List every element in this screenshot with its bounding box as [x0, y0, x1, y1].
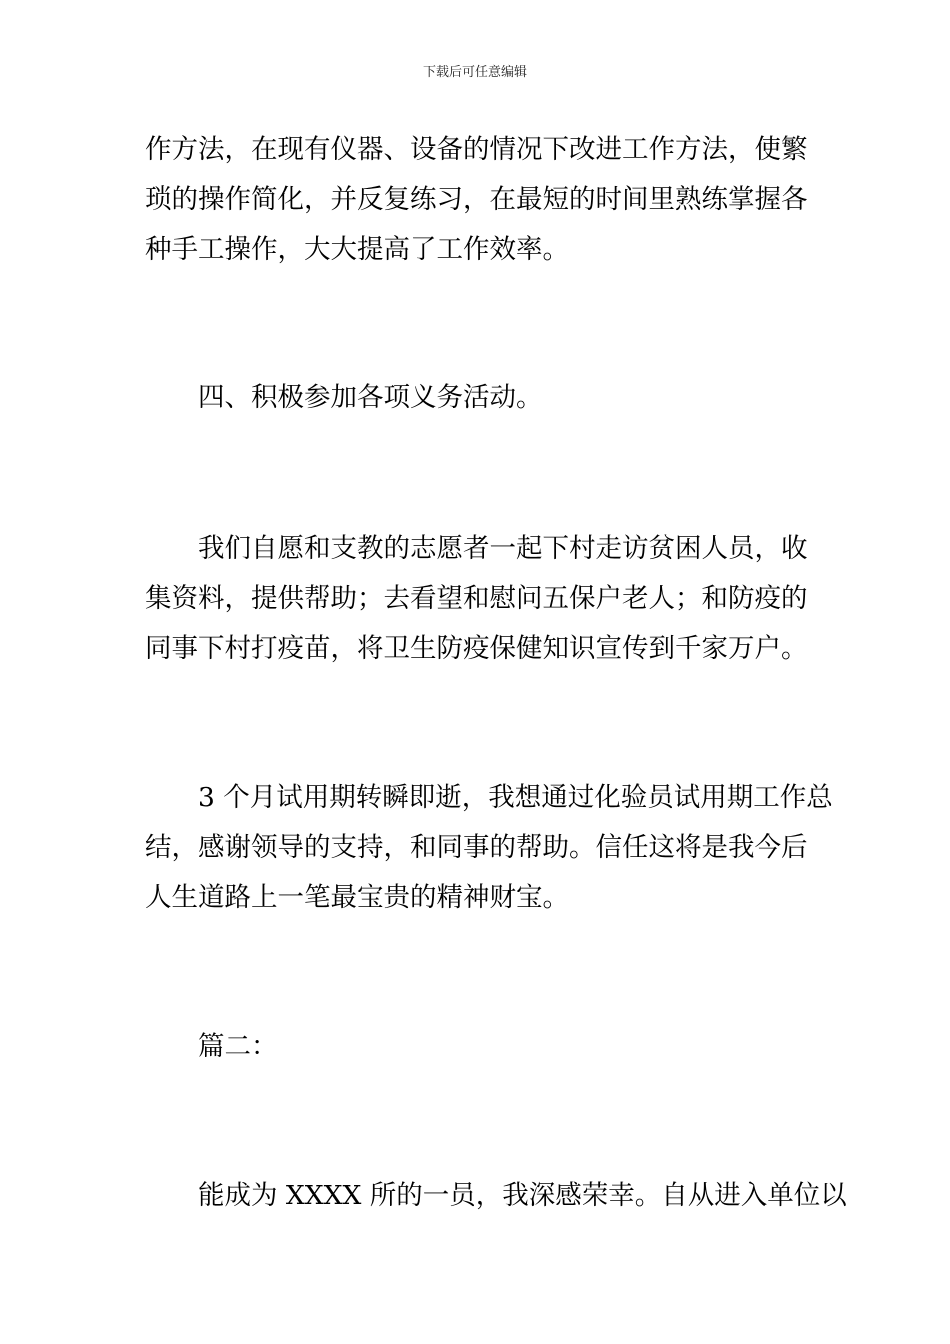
- paragraph-line: 同事下村打疫苗，将卫生防疫保健知识宣传到千家万户。: [145, 633, 808, 664]
- paragraph-line: 作方法，在现有仪器、设备的情况下改进工作方法，使繁: [145, 134, 808, 165]
- section-heading: 篇二：: [198, 1031, 278, 1062]
- paragraph-line: 结，感谢领导的支持，和同事的帮助。信任这将是我今后: [145, 832, 808, 863]
- paragraph-conclusion: [145, 773, 833, 923]
- section-heading: 四、积极参加各项义务活动。: [198, 382, 543, 413]
- paragraph-work-method: [145, 125, 807, 275]
- paragraph-volunteer: [145, 524, 807, 674]
- page-header: 下载后可任意编辑: [422, 65, 527, 80]
- paragraph-part-two-intro: [145, 1171, 847, 1221]
- paragraph-line: 集资料，提供帮助；去看望和慰问五保户老人；和防疫的: [145, 583, 808, 614]
- paragraph-line: 种手工操作，大大提高了工作效率。: [145, 234, 569, 265]
- paragraph-line: 我们自愿和支教的志愿者一起下村走访贫困人员，收: [198, 533, 808, 564]
- paragraph-line: 人生道路上一笔最宝贵的精神财宝。: [145, 882, 569, 913]
- paragraph-line: 能成为 XXXX 所的一员，我深感荣幸。自从进入单位以: [198, 1180, 847, 1211]
- section-heading-volunteer: [145, 373, 807, 423]
- paragraph-line: 3 个月试用期转瞬即逝，我想通过化验员试用期工作总: [198, 782, 833, 813]
- section-heading-part-two: [145, 1022, 807, 1072]
- paragraph-line: 琐的操作简化，并反复练习，在最短的时间里熟练掌握各: [145, 184, 808, 215]
